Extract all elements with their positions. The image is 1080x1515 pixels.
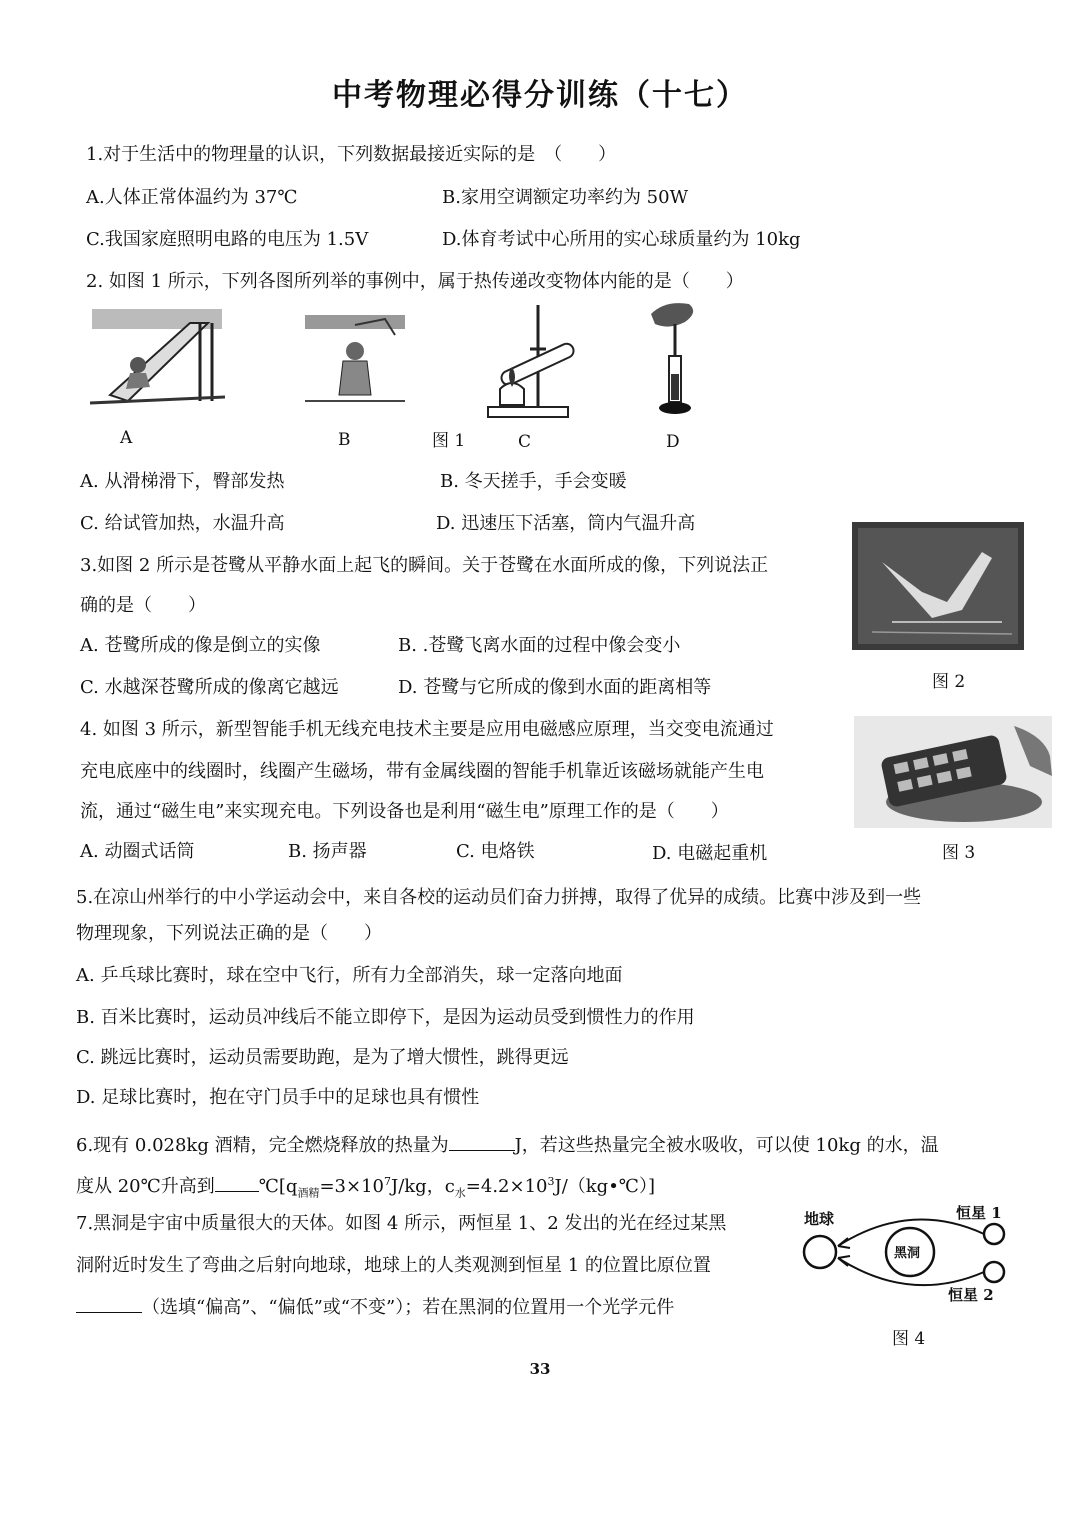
fig1-label-d: D [666, 432, 680, 452]
q1-option-b: B.家用空调额定功率约为 50W [442, 187, 689, 208]
q4-option-b: B. 扬声器 [288, 841, 367, 862]
q6-sup-3: 3 [547, 1175, 555, 1188]
q6-line2 [76, 1170, 655, 1206]
q7-line2: 洞附近时发生了弯曲之后射向地球，地球上的人类观测到恒星 1 的位置比原位置 [76, 1255, 711, 1276]
q1-stem: 1.对于生活中的物理量的认识，下列数据最接近实际的是 （ ） [86, 144, 617, 165]
q4-option-a: A. 动圈式话筒 [80, 841, 195, 862]
q3-option-b: B. .苍鹭飞离水面的过程中像会变小 [398, 635, 681, 656]
star2-label: 恒星 2 [948, 1286, 994, 1304]
fig3-caption: 图 3 [942, 843, 976, 863]
q6-line2-part6: J/（kg•℃）] [554, 1176, 655, 1197]
piston-cylinder-illustration [645, 300, 705, 420]
q6-line2-part2: ℃[q [258, 1176, 298, 1197]
black-hole-label: 黑洞 [894, 1246, 921, 1261]
q2-option-c: C. 给试管加热，水温升高 [80, 513, 285, 534]
q4-stem-line2: 充电底座中的线圈时，线圈产生磁场，带有金属线圈的智能手机靠近该磁场就能产生电 [80, 761, 764, 782]
earth-label: 地球 [804, 1210, 835, 1228]
q6-line1-part1: 6.现有 0.028kg 酒精，完全燃烧释放的热量为 [76, 1135, 449, 1156]
q6-line2-part4: J/kg，c [390, 1176, 455, 1197]
q6-sup-7: 7 [383, 1175, 391, 1188]
fig1-label-c: C [518, 432, 532, 452]
q6-sub-water: 水 [454, 1186, 466, 1200]
q5-option-d: D. 足球比赛时，抱在守门员手中的足球也具有惯性 [76, 1087, 480, 1108]
q6-line1 [76, 1132, 939, 1158]
q3-option-c: C. 水越深苍鹭所成的像离它越远 [80, 677, 339, 698]
q4-option-d: D. 电磁起重机 [652, 843, 768, 864]
heron-photo [852, 522, 1024, 650]
q6-line2-part3: =3×10 [319, 1176, 384, 1197]
page-number: 33 [529, 1360, 551, 1378]
q5-stem-line2: 物理现象，下列说法正确的是（ ） [76, 923, 382, 944]
q5-stem-line1: 5.在凉山州举行的中小学运动会中，来自各校的运动员们奋力拼搏，取得了优异的成绩。比赛中涉及到一些 [76, 887, 922, 908]
slide-illustration [90, 305, 225, 410]
q6-temperature-blank[interactable] [215, 1173, 259, 1192]
q6-line2-part5: =4.2×10 [465, 1176, 548, 1197]
q7-line3 [76, 1294, 674, 1320]
fig2-caption: 图 2 [932, 672, 966, 692]
q5-option-b: B. 百米比赛时，运动员冲线后不能立即停下，是因为运动员受到惯性力的作用 [76, 1007, 695, 1028]
q5-option-a: A. 乒乓球比赛时，球在空中飞行，所有力全部消失，球一定落向地面 [76, 965, 623, 986]
q4-stem-line1: 4. 如图 3 所示，新型智能手机无线充电技术主要是应用电磁感应原理，当交变电流通过 [80, 719, 774, 740]
q6-line2-part1: 度从 20℃升高到 [76, 1176, 215, 1197]
fig4-caption: 图 4 [892, 1329, 926, 1349]
q1-option-c: C.我国家庭照明电路的电压为 1.5V [86, 229, 369, 250]
q2-option-a: A. 从滑梯滑下，臀部发热 [80, 471, 285, 492]
q3-stem-line2: 确的是（ ） [80, 595, 206, 616]
page-title: 中考物理必得分训练（十七） [332, 78, 748, 113]
star1-label: 恒星 1 [956, 1204, 1002, 1222]
rubbing-hands-illustration [305, 315, 405, 405]
q4-option-c: C. 电烙铁 [456, 841, 535, 862]
q1-option-d: D.体育考试中心所用的实心球质量约为 10kg [442, 229, 801, 250]
wireless-charging-photo [854, 716, 1052, 828]
fig1-label-a: A [120, 428, 133, 448]
q2-stem: 2. 如图 1 所示，下列各图所列举的事例中，属于热传递改变物体内能的是（ ） [86, 271, 744, 292]
q7-line3-text: （选填“偏高”、“偏低”或“不变”）；若在黑洞的位置用一个光学元件 [142, 1297, 675, 1318]
q3-option-d: D. 苍鹭与它所成的像到水面的距离相等 [398, 677, 712, 698]
q2-option-d: D. 迅速压下活塞，筒内气温升高 [436, 513, 696, 534]
q6-sub-alcohol: 酒精 [297, 1186, 320, 1200]
q6-heat-blank[interactable] [449, 1132, 515, 1151]
q5-option-c: C. 跳远比赛时，运动员需要助跑，是为了增大惯性，跳得更远 [76, 1047, 569, 1068]
q6-line1-part2: J，若这些热量完全被水吸收，可以使 10kg 的水，温 [514, 1135, 939, 1156]
q1-option-a: A.人体正常体温约为 37℃ [86, 187, 298, 208]
q7-line1: 7.黑洞是宇宙中质量很大的天体。如图 4 所示，两恒星 1、2 发出的光在经过某黑 [76, 1213, 727, 1234]
q7-answer-blank[interactable] [76, 1294, 142, 1313]
test-tube-heating-illustration [478, 305, 578, 420]
black-hole-diagram [798, 1200, 1018, 1310]
fig1-caption: 图 1 [432, 431, 466, 451]
q3-option-a: A. 苍鹭所成的像是倒立的实像 [80, 635, 321, 656]
q3-stem-line1: 3.如图 2 所示是苍鹭从平静水面上起飞的瞬间。关于苍鹭在水面所成的像，下列说法正 [80, 555, 769, 576]
fig1-label-b: B [338, 430, 351, 450]
q2-option-b: B. 冬天搓手，手会变暖 [440, 471, 627, 492]
q4-stem-line3: 流，通过“磁生电”来实现充电。下列设备也是利用“磁生电”原理工作的是（ ） [80, 801, 729, 822]
